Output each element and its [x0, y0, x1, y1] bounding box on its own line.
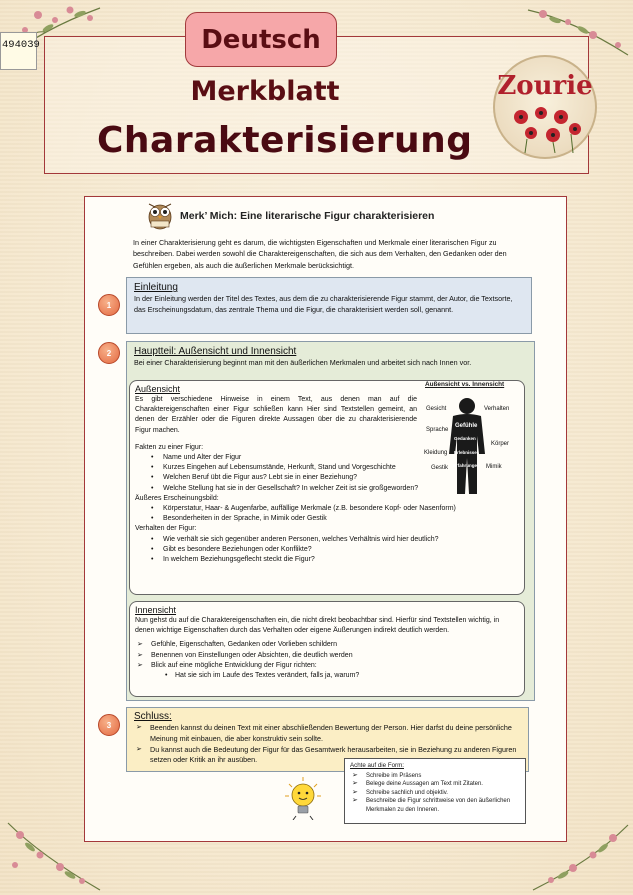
page-title: Charakterisierung — [97, 120, 473, 161]
figure-label: Mimik — [486, 464, 502, 470]
list-item: ➢ Schreibe im Präsens — [350, 772, 520, 781]
innensicht-text: Nun gehst du auf die Charaktereigenschaften ein, die nicht direkt beobachtbar sind. Hierfür sind Textstellen wichtig, in denen wichtige Eigenschaften durch das Verhalten oder eigene Äußerungen indirekt deutlich werden. — [135, 617, 500, 635]
section-number-badge: 3 — [98, 714, 120, 736]
figure-label: Verhalten — [484, 406, 510, 412]
figure-label: Kleidung — [424, 450, 448, 456]
list-item: • Welchen Beruf übt die Figur aus? Lebt sie in einer Beziehung? — [135, 473, 425, 483]
form-note-title: Achte auf die Form: — [350, 762, 404, 769]
list-item: ➢ Belege deine Aussagen am Text mit Zitaten. — [350, 780, 520, 789]
section-text: In der Einleitung werden der Titel des Textes, aus dem die zu charakterisierende Figur stammt, der Autor, die Textsorte, das Erscheinungsdatum, das zentrale Thema und die Figur, die charakterisiert werden soll, genannt. — [134, 294, 513, 314]
subject-label: Deutsch — [185, 12, 337, 67]
section-number-badge: 1 — [98, 294, 120, 316]
list-item: • In welchem Beziehungsgeflecht steckt die Figur? — [135, 555, 519, 565]
figure-inner-label: Erfahrungen — [453, 463, 480, 468]
section-text: Bei einer Charakterisierung beginnt man mit den äußerlichen Merkmalen und arbeitet sich nach Innen vor. — [134, 358, 472, 367]
erscheinung-label: Äußeres Erscheinungsbild: — [135, 494, 219, 502]
owl-icon — [145, 198, 175, 230]
card-heading: Merk’ Mich: Eine literarische Figur charakterisieren — [180, 210, 435, 222]
list-item: • Gibt es besondere Beziehungen oder Konflikte? — [135, 545, 519, 555]
list-item: ➢ Du kannst auch die Bedeutung der Figur für das Gesamtwerk herausarbeiten, sie in Beziehung zu anderen Figuren setzen oder Kritik an ihr ausüben. — [134, 745, 521, 767]
section-title: Einleitung — [134, 282, 178, 293]
figure-inner-label: Gedanken — [454, 436, 476, 441]
innensicht-box — [129, 601, 525, 697]
figure-label: Gesicht — [426, 406, 447, 412]
fakten-label: Fakten zu einer Figur: — [135, 443, 204, 451]
poppy-icon — [507, 103, 587, 153]
list-item: • Kurzes Eingehen auf Lebensumstände, Herkunft, Stand und Vorgeschichte — [135, 463, 425, 473]
verhalten-label: Verhalten der Figur: — [135, 525, 197, 533]
list-item: • Wie verhält sie sich gegenüber anderen Personen, welches Verhältnis wird hier deutlich? — [135, 535, 519, 545]
list-item: ➢ Blick auf eine mögliche Entwicklung der Figur richten: — [135, 661, 519, 671]
list-item: ➢ Beschreibe die Figur schrittweise von den äußerlichen Merkmalen zu den Inneren. — [350, 797, 520, 814]
list-item: ➢ Beenden kannst du deinen Text mit einer abschließenden Bewertung der Person. Hier darfst du deine persönliche Meinung mit einbauen, die aber konstruktiv sein sollte. — [134, 723, 521, 745]
lightbulb-icon — [283, 776, 323, 820]
sheet-type-label: Merkblatt — [190, 76, 340, 107]
aussensicht-text: Es gibt verschiedene Hinweise in einem Text, aus denen man auf die Charaktereigenschaften einer Figur schließen kann Hier sind Textstellen gemeint, an denen der Erzähler oder die Figuren direkte Aussagen über die zu charakterisierende Figur machen. — [135, 396, 417, 434]
figure-label: Körper — [491, 441, 510, 447]
aussensicht-title: Außensicht — [135, 384, 181, 394]
intro-text: In einer Charakterisierung geht es darum, die wichtigsten Eigenschaften und Merkmale einer literarischen Figur zu beschreiben. Dabei werden sowohl die Charaktereigenschaften, die sich aus dem Verhalten, den Gedanken oder den Gefühlen ergeben, als auch die äußerlichen Merkmale berücksichtigt. — [133, 238, 507, 270]
person-silhouette-icon — [447, 396, 487, 496]
document-id-tag: 494039 — [0, 32, 37, 70]
figure-inner-label: Gefühle — [455, 423, 478, 429]
list-item: • Name und Alter der Figur — [135, 453, 425, 463]
list-item: ➢ Gefühle, Eigenschaften, Gedanken oder Vorlieben schildern — [135, 640, 519, 650]
brand-logo — [493, 55, 597, 159]
form-note-box — [344, 758, 526, 824]
innensicht-title: Innensicht — [135, 605, 177, 615]
section-title: Hauptteil: Außensicht und Innensicht — [134, 346, 297, 357]
list-item: • Besonderheiten in der Sprache, in Mimik oder Gestik — [135, 514, 519, 524]
section-title: Schluss: — [134, 711, 172, 722]
figure-title: Außensicht vs. Innensicht — [425, 381, 505, 388]
section-einleitung — [126, 277, 532, 334]
list-item: • Hat sie sich im Laufe des Textes verändert, falls ja, warum? — [135, 671, 519, 681]
figure-label: Sprache — [426, 427, 449, 433]
section-number-badge: 2 — [98, 342, 120, 364]
figure-label: Gestik — [431, 465, 449, 471]
list-item: ➢ Benennen von Einstellungen oder Absichten, die deutlich werden — [135, 651, 519, 661]
list-item: ➢ Schreibe sachlich und objektiv. — [350, 789, 520, 798]
logo-text: Zourie — [497, 71, 593, 101]
list-item: • Welche Stellung hat sie in der Gesellschaft? In welcher Zeit ist sie großgeworden? — [135, 484, 425, 494]
figure-inner-label: Erlebnisse — [454, 450, 477, 455]
list-item: • Körperstatur, Haar- & Augenfarbe, auffällige Merkmale (z.B. besondere Kopf- oder Nasenform) — [135, 504, 519, 514]
